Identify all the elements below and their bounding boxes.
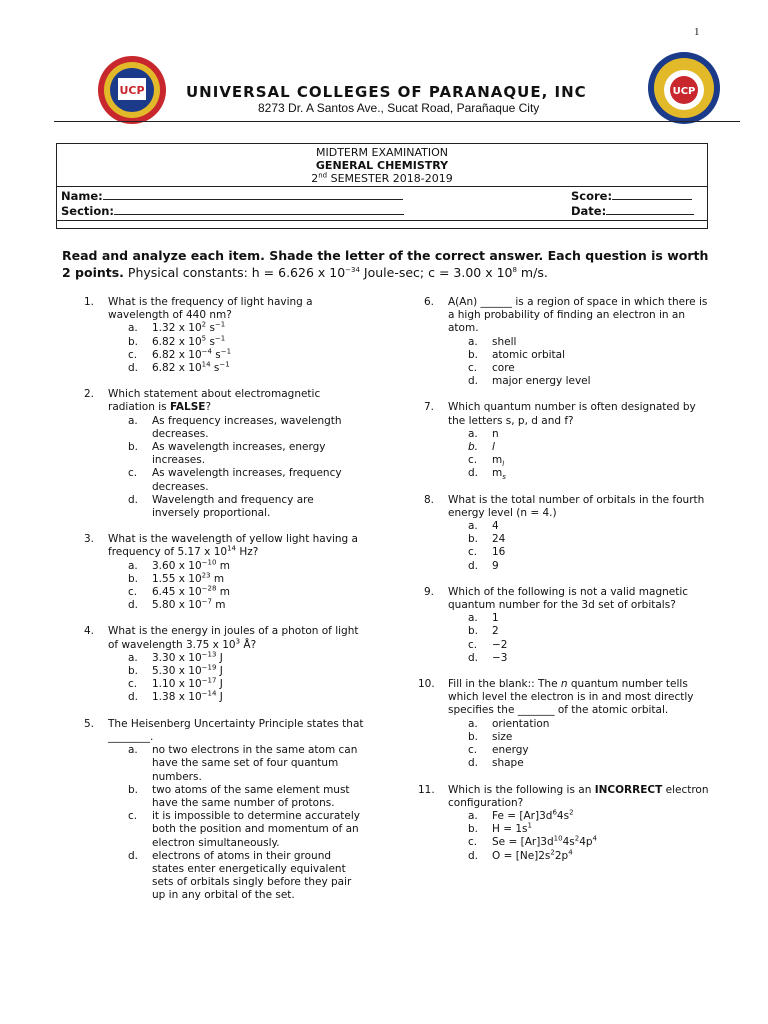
option-a[interactable]: a. 1.32 x $10^2$ $s^{-1}$ (128, 320, 226, 335)
question-9: 9. Which of the following is not a valid magnetic quantum number for the 3d set of orbitals? a. 1 b. 2 c. −2 d. −3 (424, 586, 714, 665)
svg-text:UCP: UCP (119, 84, 145, 97)
option-a[interactable]: a. $Fe = [Ar]3d^64s^2$ (468, 808, 574, 822)
exam-subject: GENERAL CHEMISTRY (315, 159, 449, 172)
option-b[interactable]: b. 5.30 x $10^{-19}$ J (128, 663, 223, 678)
question-2: 2. Which statement about electromagnetic radiation is FALSE? a. As frequency increases, wavelength decreases. b. As wavelength increases, energy increases. c. As wavelength increases, frequency decreases. d. Wavelength and frequency are inversely proportional. (84, 388, 364, 520)
option-c[interactable]: c. core (468, 362, 515, 375)
questions-right-column (418, 296, 714, 876)
question-5: 5. The Heisenberg Uncertainty Principle states that ________. a. no two electrons in the same atom can have the same set of four quantum numbers. b. two atoms of the same element must have the same number of protons. c. it is impossible to determine accurately both the position and momentum of an electron simultaneously. d. electrons of atoms in their ground states enter energetically equivalent sets of orbitals singly before they pair up in any orbital of the set. (84, 717, 364, 902)
exam-info-box (56, 143, 708, 229)
date-field[interactable]: Date: (571, 204, 694, 218)
option-b[interactable]: b. size (468, 730, 513, 743)
option-a[interactable]: a. n (468, 427, 499, 440)
question-7: 7. Which quantum number is often designated by the letters s, p, d and f? a. n b. l c. $m_l$ d. $m_s$ (424, 401, 714, 480)
section-field[interactable]: Section: (61, 204, 404, 218)
option-c[interactable]: c. 1.10 x $10^{-17}$ J (128, 676, 223, 691)
college-name: UNIVERSAL COLLEGES OF PARANAQUE, INC (186, 83, 587, 101)
header-divider (54, 121, 740, 122)
question-1: 1. What is the frequency of light having a wavelength of 440 nm? a. 1.32 x $10^2$ $s^{-1}$ b. 6.82 x $10^5$ $s^{-1}$ c. 6.82 x $10^{-4}$ $s^{-1}$ d. 6.82 x $10^{14}$ $s^{-1}$ (84, 296, 364, 375)
option-c[interactable]: c. As wavelength increases, frequency decreases. (128, 467, 342, 493)
box-bottom-divider (57, 220, 707, 221)
department-seal-logo-right (646, 50, 722, 126)
exam-semester: 2nd SEMESTER 2018-2019 (311, 171, 453, 185)
option-b[interactable]: b. two atoms of the same element must have the same number of protons. (128, 783, 350, 809)
option-b[interactable]: b. 2 (468, 625, 499, 638)
option-b[interactable]: b. 24 (468, 533, 506, 546)
option-d[interactable]: d. 6.82 x $10^{14}$ $s^{-1}$ (128, 360, 230, 375)
option-d[interactable]: d. 9 (468, 559, 499, 572)
page-number: 1 (694, 26, 700, 38)
option-a[interactable]: a. 4 (468, 520, 499, 533)
questions-left-column (84, 296, 364, 916)
option-d[interactable]: d. electrons of atoms in their ground states enter energetically equivalent sets of orbitals singly before they pair up in any orbital of the set. (128, 849, 352, 902)
option-a[interactable]: a. 3.30 x $10^{-13}$ J (128, 650, 223, 664)
option-d[interactable]: d. $O = [Ne]2s^22p^4$ (468, 848, 573, 862)
question-8: 8. What is the total number of orbitals in the fourth energy level (n = 4.) a. 4 b. 24 c. 16 d. 9 (424, 494, 714, 573)
option-b[interactable]: b. l (468, 441, 495, 454)
score-field[interactable]: Score: (571, 189, 692, 203)
option-a[interactable]: a. no two electrons in the same atom can have the same set of four quantum numbers. (128, 744, 358, 783)
instructions: Read and analyze each item. Shade the letter of the correct answer. Each question is worth 2 points. Physical constants: h = 6.626 x $10^{-34}$ Joule-sec; c = 3.00 x $10^8$ m/s. (62, 248, 709, 280)
option-b[interactable]: b. As wavelength increases, energy increases. (128, 441, 326, 467)
option-c[interactable]: c. it is impossible to determine accurately both the position and momentum of an electron simultaneously. (128, 810, 360, 849)
svg-text:UCP: UCP (672, 86, 696, 97)
option-c[interactable]: c. energy (468, 744, 529, 757)
option-c[interactable]: c. $Se = [Ar]3d^{10}4s^24p^4$ (468, 834, 598, 849)
option-d[interactable]: d. $m_s$ (468, 467, 506, 482)
option-d[interactable]: d. 5.80 x $10^{-7}$ m (128, 597, 226, 612)
option-a[interactable]: a. orientation (468, 717, 550, 730)
option-c[interactable]: c. 6.45 x $10^{-28}$ m (128, 584, 230, 599)
question-10: 10. Fill in the blank:: The n quantum number tells which level the electron is in and most directly specifies the _______ of the atomic orbital. a. orientation b. size c. energy d. shape (424, 678, 714, 770)
option-d[interactable]: d. shape (468, 757, 524, 770)
exam-type: MIDTERM EXAMINATION (316, 146, 448, 159)
option-d[interactable]: d. 1.38 x $10^{-14}$ J (128, 689, 223, 704)
question-11: 11. Which is the following is an INCORRECT electron configuration? a. $Fe = [Ar]3d^64s^2$ b. $H = 1s^1$ c. $Se = [Ar]3d^{10}4s^24p^4$ d. $O = [Ne]2s^22p^4$ (424, 784, 714, 863)
option-b[interactable]: b. $H = 1s^1$ (468, 821, 532, 836)
question-6: 6. A(An) ______ is a region of space in which there is a high probability of finding an electron in an atom. a. shell b. atomic orbital c. core d. major energy level (424, 296, 714, 388)
option-a[interactable]: a. 1 (468, 612, 499, 625)
box-divider (57, 186, 707, 187)
option-c[interactable]: c. $m_l$ (468, 454, 505, 469)
option-d[interactable]: d. Wavelength and frequency are inversely proportional. (128, 493, 314, 520)
option-a[interactable]: a. shell (468, 335, 517, 348)
option-c[interactable]: c. 16 (468, 546, 506, 559)
option-b[interactable]: b. atomic orbital (468, 348, 566, 361)
option-b[interactable]: b. 1.55 x $10^{23}$ m (128, 571, 225, 585)
college-seal-logo-left (96, 54, 168, 126)
option-a[interactable]: a. As frequency increases, wavelength decreases. (128, 414, 342, 440)
option-c[interactable]: c. −2 (468, 638, 508, 651)
option-b[interactable]: b. 6.82 x $10^5$ $s^{-1}$ (128, 334, 226, 348)
question-4: 4. What is the energy in joules of a photon of light of wavelength 3.75 x $10^3$ Å? a. 3.30 x $10^{-13}$ J b. 5.30 x $10^{-19}$ J c. 1.10 x $10^{-17}$ J d. 1.38 x $10^{-14}$ J (84, 625, 364, 704)
college-address: 8273 Dr. A Santos Ave., Sucat Road, Parañaque City (258, 101, 540, 115)
option-d[interactable]: d. −3 (468, 651, 508, 664)
question-3: 3. What is the wavelength of yellow light having a frequency of 5.17 x $10^{14}$ Hz? a. 3.60 x $10^{-10}$ m b. 1.55 x $10^{23}$ m c. 6.45 x $10^{-28}$ m d. 5.80 x $10^{-7}$ m (84, 533, 364, 612)
name-field[interactable]: Name: (61, 189, 403, 203)
option-d[interactable]: d. major energy level (468, 375, 591, 388)
option-c[interactable]: c. 6.82 x $10^{-4}$ $s^{-1}$ (128, 347, 232, 361)
option-a[interactable]: a. 3.60 x $10^{-10}$ m (128, 558, 230, 572)
